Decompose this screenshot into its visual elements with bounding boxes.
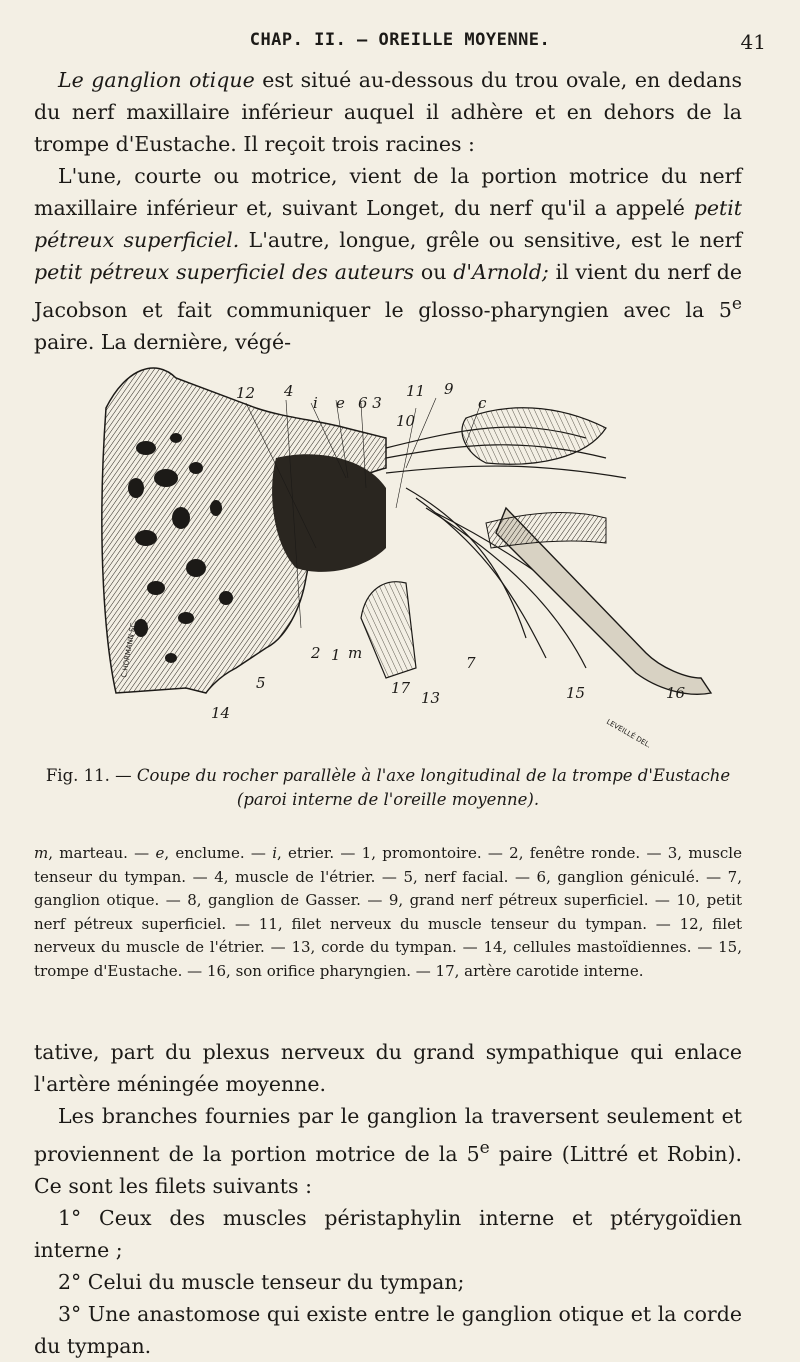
- engraving-svg: [86, 348, 726, 753]
- label-7: 7: [466, 654, 476, 672]
- legend-text: , artère carotide interne.: [454, 961, 644, 980]
- label-15: 15: [566, 684, 586, 702]
- label-10: 10: [396, 412, 416, 430]
- paragraph-text: L'une, courte ou motrice, vient de la portion motrice du nerf maxillaire inférieur et, suivant Longet, du nerf qu'il a appelé: [34, 164, 742, 220]
- legend-text: , fenêtre ronde. —: [518, 844, 668, 862]
- label-m: m: [348, 644, 363, 662]
- figure-legend: [34, 842, 742, 983]
- legend-key: 6: [536, 867, 547, 886]
- legend-text: , son orifice pharyngien. —: [226, 961, 436, 980]
- list-item-3: 3° Une anastomose qui existe entre le ganglion otique et la corde du tympan.: [34, 1301, 742, 1358]
- legend-text: , promontoire. —: [371, 844, 510, 862]
- paragraph-text: paire. La dernière, végé-: [34, 329, 292, 354]
- legend-text: , grand nerf pétreux superficiel. —: [398, 891, 677, 909]
- legend-key: 15: [718, 938, 738, 956]
- legend-text: , muscle tenseur du tympan. —: [34, 844, 742, 886]
- caption-line-1: [34, 764, 742, 788]
- legend-key: 9: [388, 891, 399, 909]
- legend-text: , ganglion otique. —: [34, 867, 742, 909]
- label-16: 16: [666, 684, 686, 702]
- legend-text: , nerf facial. —: [413, 867, 537, 886]
- paragraph-text: L'autre, longue, grêle ou sensitive, est le nerf: [239, 228, 742, 252]
- list-item-2: 2° Celui du muscle tenseur du tympan;: [58, 1269, 465, 1294]
- engraver-credit-left: C.HORMANN SC.: [120, 619, 139, 679]
- label-6-3: 6 3: [358, 394, 382, 412]
- legend-text: , marteau. —: [48, 844, 156, 862]
- carotid-artery: [361, 582, 416, 678]
- legend-text: , ganglion de Gasser. —: [196, 891, 389, 909]
- legend-key: 3: [667, 844, 678, 862]
- legend-key: 4: [214, 867, 224, 886]
- label-1: 1: [331, 646, 341, 664]
- legend-key: i: [272, 844, 277, 862]
- label-e: e: [336, 394, 345, 412]
- label-13: 13: [421, 689, 441, 707]
- caption-subtitle: (paroi interne de l'oreille moyenne).: [236, 790, 540, 809]
- label-i: i: [313, 394, 318, 412]
- paragraph-text: est situé au-dessous du trou ovale, en dedans du nerf maxillaire inférieur auquel il adhère et en dehors de la trompe d'Eustache. Il reçoit trois racines :: [34, 68, 742, 156]
- legend-text: , cellules mastoïdiennes. —: [502, 938, 719, 956]
- label-11: 11: [406, 382, 426, 400]
- gasser-ganglion: [462, 408, 606, 464]
- legend-key: 7: [727, 867, 738, 886]
- label-12: 12: [236, 384, 256, 402]
- superscript: e: [479, 1138, 490, 1158]
- legend-key: 1: [361, 844, 372, 862]
- label-9: 9: [444, 380, 454, 398]
- legend-key: 17: [435, 961, 455, 980]
- legend-text: , ganglion géniculé. —: [546, 867, 728, 886]
- legend-key: 11: [258, 914, 278, 933]
- figure-caption: [34, 764, 742, 812]
- page-number: 41: [740, 30, 766, 54]
- legend-key: 2: [509, 844, 519, 862]
- legend-text: , enclume. —: [164, 844, 273, 862]
- list-item-1: 1° Ceux des muscles péristaphylin interne et ptérygoïdien interne ;: [34, 1205, 742, 1262]
- legend-text: , etrier. —: [277, 844, 362, 862]
- legend-key: 10: [676, 891, 696, 909]
- tympanic-cavity: [272, 454, 386, 572]
- intro-text: [34, 64, 742, 358]
- legend-key: e: [155, 844, 165, 862]
- legend-text: , filet nerveux du muscle de l'étrier. —: [34, 914, 742, 956]
- paragraph-text: paire (Littré et Robin). Ce sont les filets suivants :: [34, 1141, 742, 1198]
- superscript: e: [731, 294, 742, 314]
- label-17: 17: [391, 679, 411, 697]
- legend-text: , petit nerf pétreux superficiel. —: [34, 891, 742, 933]
- term-ganglion-otique: Le ganglion otique: [58, 68, 255, 92]
- engraver-credit-right: LEVEILLÉ DEL.: [605, 717, 653, 750]
- caption-title: Coupe du rocher parallèle à l'axe longitudinal de la trompe d'Eustache: [136, 766, 731, 785]
- page-header: [34, 30, 766, 54]
- figure-label: Fig. 11. —: [45, 766, 137, 785]
- label-5: 5: [256, 674, 266, 692]
- paragraph-branches: [34, 1100, 742, 1202]
- label-2: 2: [311, 644, 321, 662]
- caption-line-2: [34, 788, 742, 812]
- label-14: 14: [211, 704, 231, 722]
- term-arnold: d'Arnold;: [453, 260, 549, 284]
- legend-key: 14: [483, 938, 503, 956]
- paragraph-ganglion-otique: [34, 64, 742, 160]
- legend-key: 16: [206, 961, 227, 980]
- anatomical-engraving: [86, 348, 726, 753]
- paragraph-racines: [34, 160, 742, 358]
- legend-key: 5: [403, 867, 414, 886]
- paragraph-text: Les branches fournies par le ganglion la traversent seulement et proviennent de la portion motrice de la 5: [34, 1104, 742, 1166]
- legend-key: 13: [291, 938, 311, 956]
- legend-key: m: [34, 844, 49, 862]
- continuation-text: [34, 1036, 742, 1362]
- term-petit-petreux: petit pétreux superficiel.: [34, 196, 742, 252]
- legend-key: 8: [187, 891, 197, 909]
- term-petit-petreux-auteurs: petit pétreux superficiel des auteurs: [34, 260, 415, 284]
- paragraph-text: ou: [414, 260, 454, 284]
- label-4: 4: [284, 382, 294, 400]
- label-c: c: [478, 394, 487, 412]
- legend-key: 12: [679, 914, 699, 933]
- legend-text: , filet nerveux du muscle tenseur du tympan. —: [277, 914, 680, 933]
- running-head: CHAP. II. — OREILLE MOYENNE.: [249, 30, 551, 50]
- paragraph-text: il vient du nerf de Jacobson et fait communiquer le glosso-pharyngien avec la 5: [34, 260, 742, 322]
- legend-text: , muscle de l'étrier. —: [223, 867, 404, 886]
- legend-text: , trompe d'Eustache. —: [34, 938, 743, 980]
- legend-text: , corde du tympan. —: [310, 938, 484, 956]
- paragraph-vegetative: tative, part du plexus nerveux du grand sympathique qui enlace l'artère méningée moyenne.: [34, 1040, 742, 1096]
